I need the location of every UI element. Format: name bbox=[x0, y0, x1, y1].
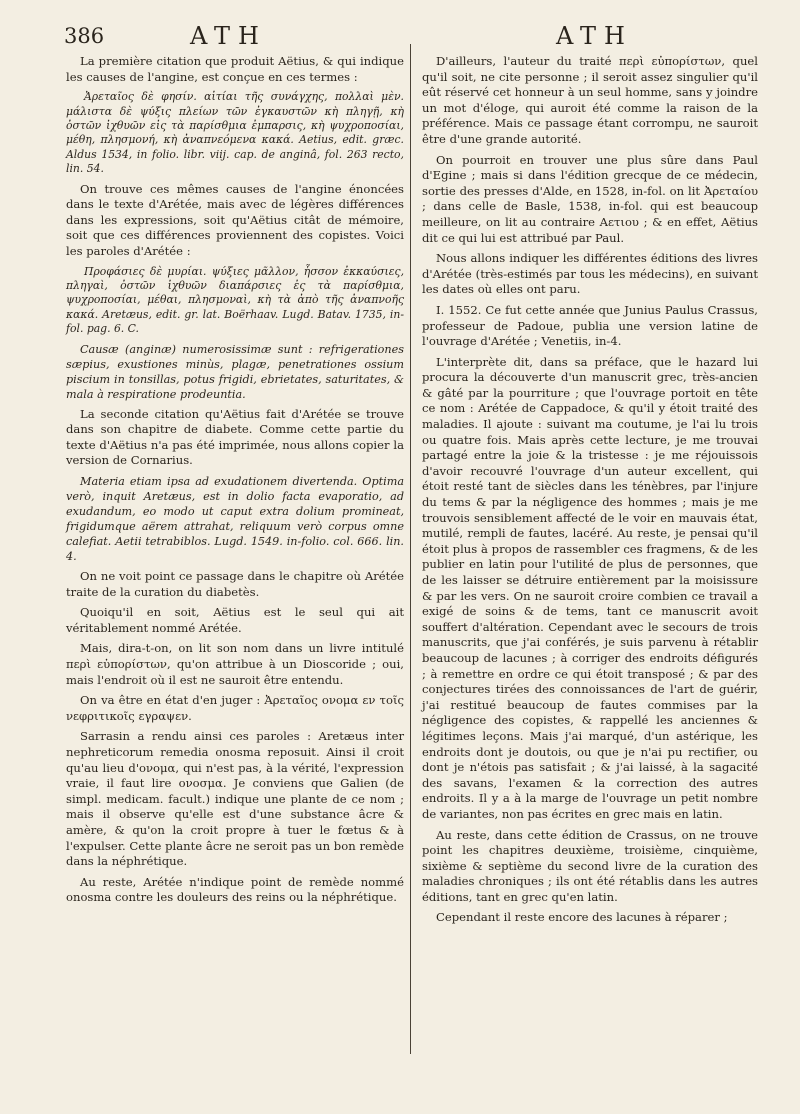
left-column bbox=[66, 54, 404, 911]
paragraph: Nous allons indiquer les différentes éditions des livres d'Arétée (très-estimés par tous les médecins), en suivant les dates où elles ont paru. bbox=[422, 251, 758, 297]
paragraph: D'ailleurs, l'auteur du traité περὶ εὐπορίστων, quel qu'il soit, ne cite personne ; il seroit assez singulier qu'il eût réservé cet honneur à un seul homme, sans y joindre un mot d'éloge, qui auroit été comme la raison de la préférence. Mais ce passage étant corrompu, ne sauroit être d'une grande autorité. bbox=[422, 54, 758, 146]
paragraph: On pourroit en trouver une plus sûre dans Paul d'Egine ; mais si dans l'édition grecque de ce médecin, sortie des presses d'Alde, en 1528, in-fol. on lit Ἀρεταίου ; dans celle de Basle, 1538, in-fol. qui est beaucoup meilleure, on lit au contraire Αετιου ; & en effet, Aëtius dit ce qui lui est attribué par Paul. bbox=[422, 152, 758, 245]
paragraph: Au reste, dans cette édition de Crassus, on ne trouve point les chapitres deuxième, troisième, cinquième, sixième & septième du second livre de la curation des maladies chroniques ; ils ont été rétablis dans les autres éditions, tant en grec qu'en latin. bbox=[422, 827, 758, 904]
paragraph: La première citation que produit Aëtius, & qui indique les causes de l'angine, est conçue en ces termes : bbox=[66, 54, 404, 84]
page-number: 386 bbox=[64, 24, 105, 48]
running-head-right: ATH bbox=[556, 22, 633, 50]
paragraph: L'interprète dit, dans sa préface, que le hazard lui procura la découverte d'un manuscrit grec, très-ancien & gâté par la pourriture ; que l'ouvrage portoit en tête ce nom : Arétée de Cappadoce, & qu'il y étoit traité des maladies. Il ajoute : suivant ma coutume, je l'ai lu trois ou quatre fois. Mais après cette lecture, je me trouvai partagé entre la joie & la tristesse : je me réjouissois d'avoir recouvré l'ouvrage d'un auteur excellent, qui étoit resté tant de siècles dans les ténèbres, par l'injure du tems & par la négligence des hommes ; mais je me trouvois sensiblement affecté de le voir en mauvais état, mutilé, rempli de fautes, lacéré. Au reste, je pensai qu'il étoit plus à propos de rassembler ces fragmens, & de les publier en latin pour l'utilité de plus de personnes, que de les laisser se détruire entièrement par la moisissure & par les vers. On ne sauroit croire combien ce travail a exigé de soins & de tems, tant ce manuscrit avoit souffert d'altération. Cependant avec le secours de trois manuscrits, que j'ai conférés, je suis parvenu à rétablir beaucoup de lacunes ; à corriger des endroits défigurés ; à remettre en ordre ce qui étoit transposé ; & par des conjectures tirées des connoissances de l'art de guérir, j'ai restitué beaucoup de fautes commises par la négligence des copistes, & rappellé les anciennes & légitimes leçons. Mais j'ai marqué, d'un astérique, les endroits dont je doutois, ou que je n'ai pu rectifier, ou dont je n'étois pas satisfait ; & j'ai laissé, à la sagacité des savans, l'examen & la correction des autres endroits. Il y a à la marge de l'ouvrage un petit nombre de variantes, non pas écrites en grec mais en latin. bbox=[422, 354, 758, 821]
greek-quote: Ἀρεταῖος δὲ φησίν. αἰτίαι τῆς συνάγχης, πολλαὶ μὲν. μάλιστα δὲ ψύξις πλείων τῶν ἐγκαυστῶν κὴ πληγῇ, κὴ ὀστῶν ἰχθυῶν εἰς τὰ παρίσθμια ἐμπαρσις, κὴ ψυχροποσίαι, μέθη, πλησμονή, κὴ ἀναπνεόμενα κακά. Aetius, edit. græc. Aldus 1534, in folio. libr. viij. cap. de anginâ, fol. 263 recto, lin. 54. bbox=[66, 90, 404, 176]
paragraph: On ne voit point ce passage dans le chapitre où Arétée traite de la curation du diabetès. bbox=[66, 569, 404, 599]
running-head-left: ATH bbox=[190, 22, 267, 50]
latin-quote: Causæ (anginæ) numerosissimæ sunt : refrigerationes sæpius, exustiones minùs, plagæ, penetrationes ossium piscium in tonsillas, potus frigidi, ebrietates, saturitates, & mala à respiratione prodeuntia. bbox=[66, 342, 404, 401]
greek-quote: Προφάσιες δὲ μυρίαι. ψύξιες μᾶλλον, ἧσσον ἐκκαύσιες, πληγαὶ, ὀστῶν ἰχθυῶν διαπάρσιες ἐς τὰ παρίσθμια, ψυχροποσίαι, μέθαι, πλησμοναὶ, κὴ τὰ ἀπὸ τῆς ἀναπνοῆς κακά. Aretæus, edit. gr. lat. Boërhaav. Lugd. Batav. 1735, in-fol. pag. 6. C. bbox=[66, 264, 404, 336]
right-column bbox=[422, 54, 758, 931]
paragraph: Sarrasin a rendu ainsi ces paroles : Aretæus inter nephreticorum remedia onosma reposuit. Ainsi il croit qu'au lieu d'ονομα, qui n'est pas, à la vérité, l'expression vraie, il faut lire ονοσμα. Je conviens que Galien (de simpl. medicam. facult.) indique une plante de ce nom ; mais il observe qu'elle est d'une substance âcre & amère, & qu'on la croit propre à tuer le fœtus & à l'expulser. Cette plante âcre ne seroit pas un bon remède dans la néphrétique. bbox=[66, 729, 404, 869]
paragraph: Mais, dira-t-on, on lit son nom dans un livre intitulé περὶ εὐπορίστων, qu'on attribue à un Dioscoride ; oui, mais l'endroit où il est ne sauroit être entendu. bbox=[66, 641, 404, 687]
paragraph: Au reste, Arétée n'indique point de remède nommé onosma contre les douleurs des reins ou la néphrétique. bbox=[66, 874, 404, 905]
page-header bbox=[0, 22, 800, 56]
paragraph: I. 1552. Ce fut cette année que Junius Paulus Crassus, professeur de Padoue, publia une version latine de l'ouvrage d'Arétée ; Venetiis, in-4. bbox=[422, 302, 758, 349]
column-divider bbox=[410, 44, 411, 1054]
paragraph: On trouve ces mêmes causes de l'angine énoncées dans le texte d'Arétée, mais avec de légères différences dans les expressions, soit qu'Aëtius citât de mémoire, soit que ces différences proviennent des copistes. Voici les paroles d'Arétée : bbox=[66, 181, 404, 258]
paragraph: La seconde citation qu'Aëtius fait d'Arétée se trouve dans son chapitre de diabete. Comme cette partie du texte d'Aëtius n'a pas été imprimée, nous allons copier la version de Cornarius. bbox=[66, 406, 404, 468]
latin-quote: Materia etiam ipsa ad exudationem divertenda. Optima verò, inquit Aretæus, est in dolio facta evaporatio, ad exudandum, eo modo ut caput extra dolium promineat, frigidumque aërem attrahat, reliquum verò corpus omne calefiat. Aetii tetrabiblos. Lugd. 1549. in-folio. col. 666. lin. 4. bbox=[66, 475, 404, 563]
paragraph: On va être en état d'en juger : Ἀρεταῖος ονομα εν τοῖς νεφριτικοῖς εγραψεν. bbox=[66, 693, 404, 723]
paragraph: Cependant il reste encore des lacunes à réparer ; bbox=[436, 910, 728, 925]
paragraph: Quoiqu'il en soit, Aëtius est le seul qui ait véritablement nommé Arétée. bbox=[66, 605, 404, 635]
